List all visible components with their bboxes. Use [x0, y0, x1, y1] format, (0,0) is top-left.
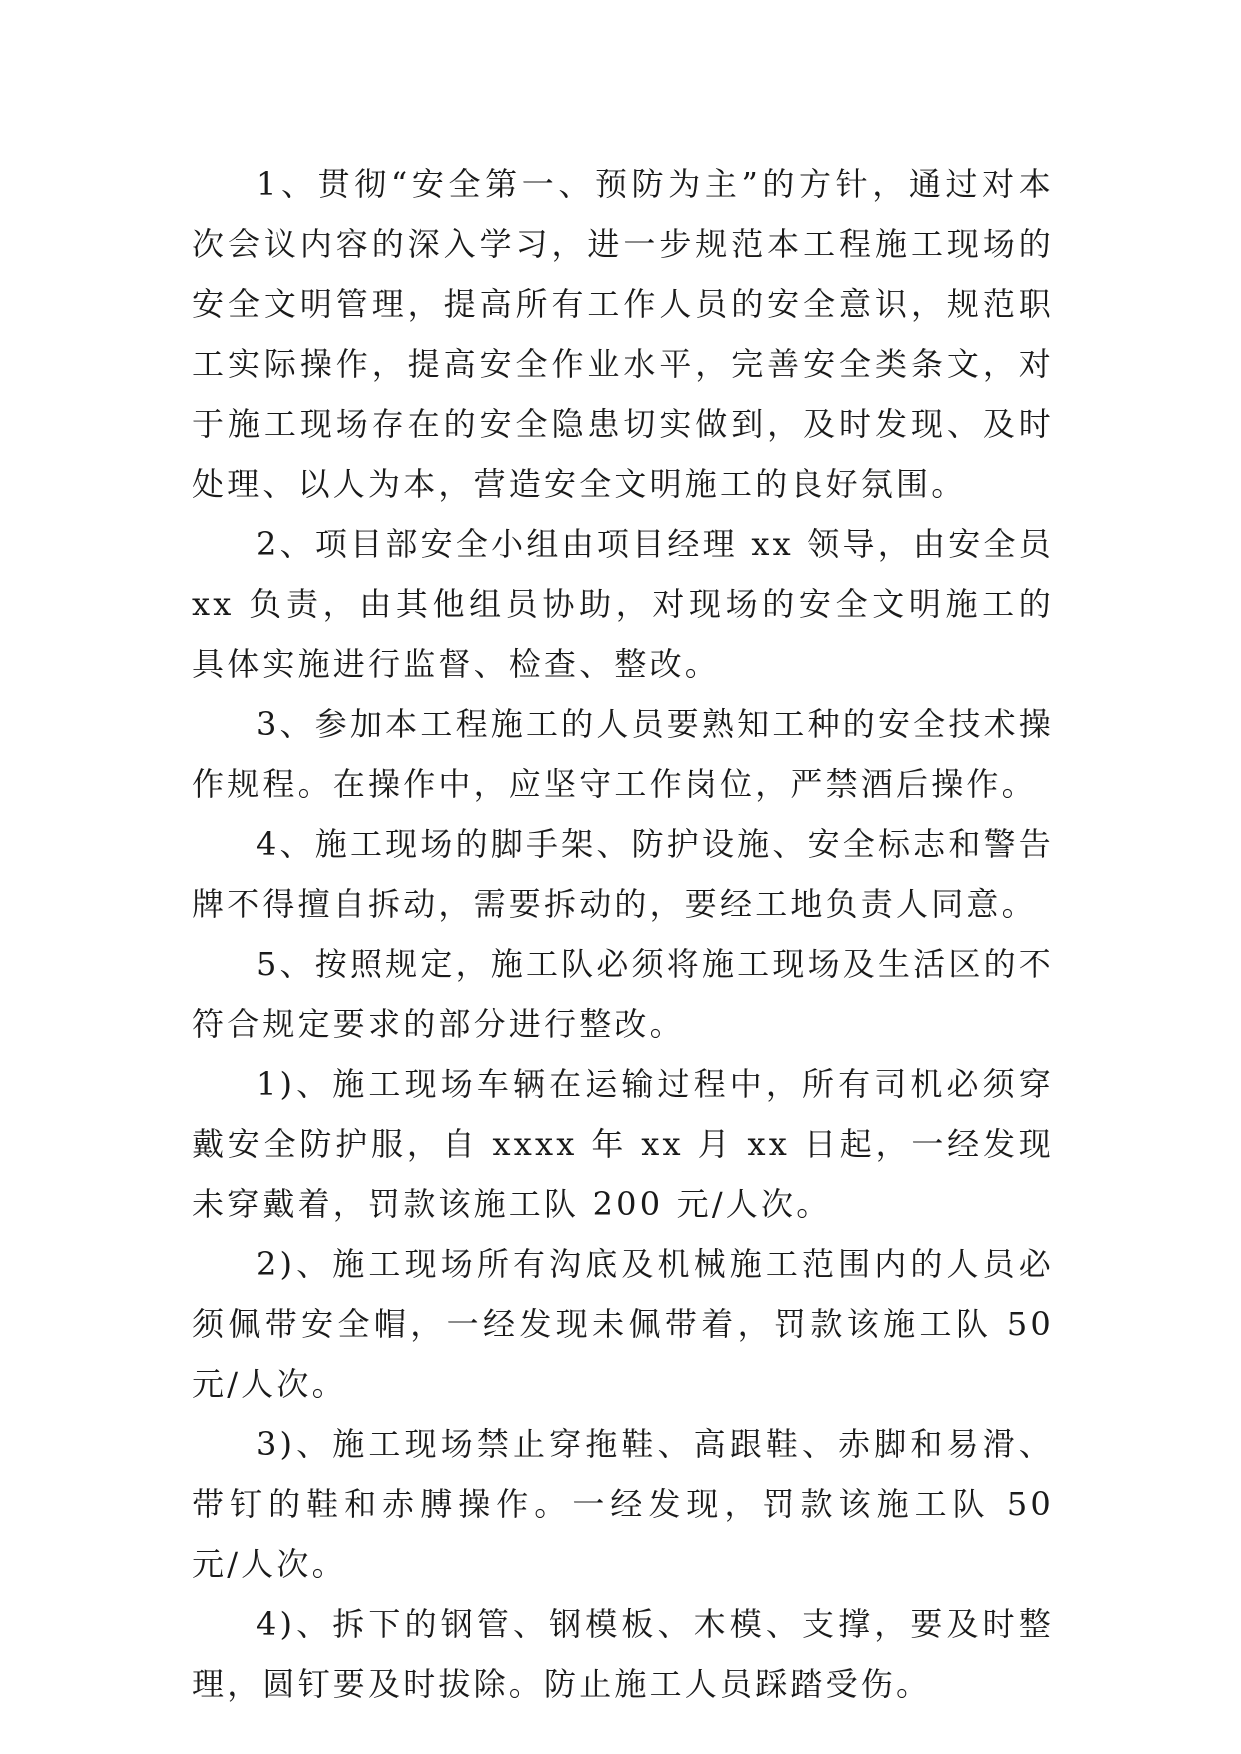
sub-item-3: 3)、施工现场禁止穿拖鞋、高跟鞋、赤脚和易滑、带钉的鞋和赤膊操作。一经发现，罚款该施工队 50 元/人次。 — [192, 1425, 1054, 1583]
paragraph-2: 2、项目部安全小组由项目经理 xx 领导，由安全员 xx 负责，由其他组员协助，对现场的安全文明施工的具体实施进行监督、检查、整改。 — [192, 525, 1054, 683]
sub-item-2: 2)、施工现场所有沟底及机械施工范围内的人员必须佩带安全帽，一经发现未佩带着，罚款该施工队 50 元/人次。 — [192, 1245, 1054, 1403]
paragraph-3: 3、参加本工程施工的人员要熟知工种的安全技术操作规程。在操作中，应坚守工作岗位，严禁酒后操作。 — [192, 705, 1054, 803]
document-body — [192, 154, 1054, 1714]
paragraph-1: 1、贯彻“安全第一、预防为主”的方针，通过对本次会议内容的深入学习，进一步规范本工程施工现场的安全文明管理，提高所有工作人员的安全意识，规范职工实际操作，提高安全作业水平，完善安全类条文，对于施工现场存在的安全隐患切实做到，及时发现、及时处理、以人为本，营造安全文明施工的良好氛围。 — [192, 165, 1054, 503]
paragraph-4: 4、施工现场的脚手架、防护设施、安全标志和警告牌不得擅自拆动，需要拆动的，要经工地负责人同意。 — [192, 825, 1054, 923]
sub-item-4: 4)、拆下的钢管、钢模板、木模、支撑，要及时整理，圆钉要及时拔除。防止施工人员踩踏受伤。 — [192, 1605, 1054, 1703]
sub-item-1: 1)、施工现场车辆在运输过程中，所有司机必须穿戴安全防护服，自 xxxx 年 xx 月 xx 日起，一经发现未穿戴着，罚款该施工队 200 元/人次。 — [192, 1065, 1054, 1223]
paragraph-5: 5、按照规定，施工队必须将施工现场及生活区的不符合规定要求的部分进行整改。 — [192, 945, 1054, 1043]
